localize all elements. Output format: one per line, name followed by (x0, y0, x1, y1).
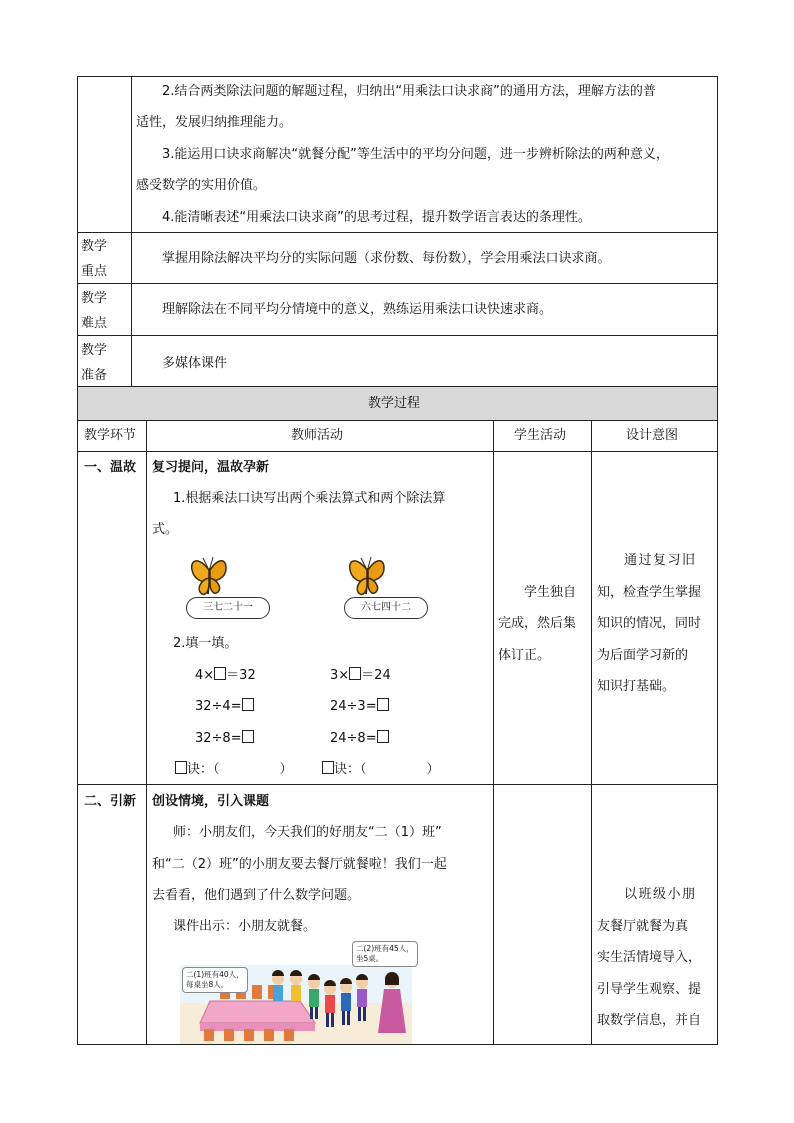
section2-p1-line3: 去看看，他们遇到了什么数学问题。 (152, 888, 361, 903)
section2-p1-line2: 和“二（2）班”的小朋友要去餐厅就餐啦！我们一起 (152, 857, 447, 872)
section2-intent-1: 以班级小朋 (624, 887, 697, 902)
section1-task2: 2.填一填。 (173, 636, 238, 651)
difficulties-label-2: 难点 (81, 316, 108, 331)
koujue-line-right: 诀：（ ） (322, 761, 440, 778)
section2-intent-5: 取数学信息，并自 (597, 1013, 702, 1028)
section1-heading: 复习提问，温故孕新 (152, 460, 270, 475)
equation-left-1: 4× ＝32 (195, 668, 256, 683)
difficulties-label-1: 教学 (81, 291, 108, 306)
blank-box (349, 667, 361, 680)
section1-student-1: 学生独自 (524, 585, 577, 600)
section1-intent-2: 知，检查学生掌握 (597, 585, 702, 600)
equation-right-1: 3× ＝24 (330, 668, 391, 683)
koujue-card-1: 三七二十一 (186, 597, 270, 619)
section2-stage: 二、引新 (84, 794, 137, 809)
blank-box (214, 667, 226, 680)
preparation-content: 多媒体课件 (162, 356, 228, 371)
blank-box (175, 761, 187, 774)
section2-heading: 创设情境，引入课题 (152, 794, 270, 809)
difficulties-content: 理解除法在不同平均分情境中的意义，熟练运用乘法口诀快速求商。 (162, 302, 553, 317)
section1-student-3: 体订正。 (498, 648, 551, 663)
section2-intent-4: 引导学生观察、提 (597, 982, 702, 997)
equation-left-3: 32÷8= (195, 730, 254, 747)
blank-box (242, 698, 254, 711)
section2-intent-2: 友餐厅就餐为真 (597, 919, 689, 934)
equation-left-2: 32÷4= (195, 698, 254, 715)
blank-box (242, 730, 254, 743)
section2-p2: 课件出示：小朋友就餐。 (173, 919, 317, 934)
dining-illustration (180, 943, 412, 1044)
process-header: 教学过程 (368, 396, 421, 411)
section2-intent-3: 实生活情境导入， (597, 950, 702, 965)
section1-intent-4: 为后面学习新的 (597, 648, 689, 663)
objective-3-line2: 感受数学的实用价值。 (136, 178, 267, 193)
blank-box (377, 698, 389, 711)
section2-p1-line1: 师：小朋友们，今天我们的好朋友“二（1）班” (173, 825, 442, 840)
section1-intent-5: 知识打基础。 (597, 679, 676, 694)
col-intent: 设计意图 (626, 428, 679, 443)
speech-bubble-left: 二(1)班有40人， 每桌坐8人。 (182, 967, 248, 993)
key-points-content: 掌握用除法解决平均分的实际问题（求份数、每份数），学会用乘法口诀求商。 (162, 251, 611, 266)
key-points-label-1: 教学 (81, 239, 108, 254)
objective-2-line2: 适性，发展归纳推理能力。 (136, 115, 293, 130)
blank-box (377, 730, 389, 743)
section1-intent-1: 通过复习旧 (624, 553, 697, 568)
equation-right-3: 24÷8= (330, 730, 389, 747)
objective-2-line1: 2.结合两类除法问题的解题过程，归纳出“用乘法口诀求商”的通用方法，理解方法的普 (162, 84, 656, 99)
objective-4: 4.能清晰表述“用乘法口诀求商”的思考过程，提升数学语言表达的条理性。 (162, 210, 591, 225)
section1-task1-line2: 式。 (152, 522, 179, 537)
koujue-card-2: 六七四十二 (344, 597, 428, 619)
section1-task1-line1: 1.根据乘法口诀写出两个乘法算式和两个除法算 (173, 491, 446, 506)
col-teacher: 教师活动 (291, 428, 344, 443)
equation-right-2: 24÷3= (330, 698, 389, 715)
col-stage: 教学环节 (84, 428, 137, 443)
preparation-label-2: 准备 (81, 368, 108, 383)
koujue-line-left: 诀：（ ） (175, 761, 293, 778)
objective-3-line1: 3.能运用口诀求商解决“就餐分配”等生活中的平均分问题，进一步辨析除法的两种意义， (162, 147, 669, 162)
section1-student-2: 完成，然后集 (498, 616, 577, 631)
butterfly-icon (188, 554, 230, 598)
key-points-label-2: 重点 (81, 264, 108, 279)
butterfly-icon (346, 554, 388, 598)
blank-box (322, 761, 334, 774)
section1-intent-3: 知识的情况，同时 (597, 616, 702, 631)
speech-bubble-right: 二(2)班有45人， 坐5桌。 (352, 941, 418, 967)
preparation-label-1: 教学 (81, 343, 108, 358)
section1-stage: 一、温故 (84, 460, 137, 475)
col-student: 学生活动 (514, 428, 567, 443)
